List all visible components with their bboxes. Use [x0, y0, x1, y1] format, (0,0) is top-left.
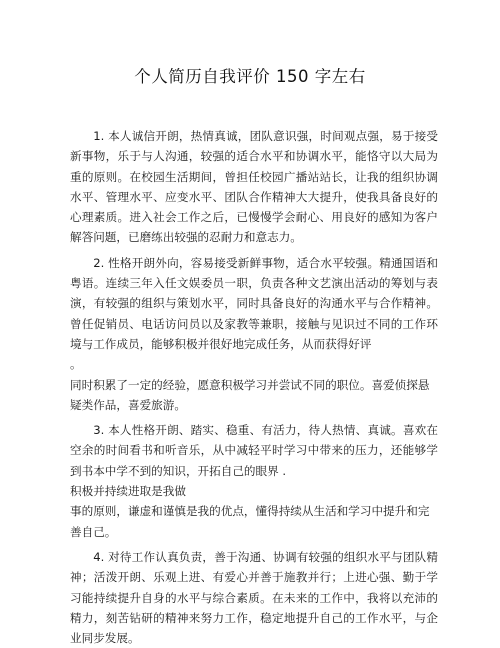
paragraph-4: 4. 对待工作认真负责，善于沟通、协调有较强的组织水平与团队精神；活泼开朗、乐观上进、有爱心并善于施教并行；上进心强、勤于学习能持续提升自身的水平与综合素质。在未来的工作中，我将以充沛的精力，刻苦钻研的精神来努力工作，稳定地提升自己的工作水平，与企业同步发展。 [70, 549, 438, 646]
document-title: 个人简历自我评价 150 字左右 [134, 67, 366, 86]
paragraph-2-end-mark: 。 [70, 357, 82, 372]
paragraph-3: 3. 本人性格开朗、踏实、稳重、有活力，待人热情、真诚。喜欢在空余的时间看书和听音乐，从中减轻平时学习中带来的压力，还能够学到书本中学不到的知识，开拓自己的眼界 . [70, 423, 438, 478]
paragraph-3-continuation: 事的原则，谦虚和谨慎是我的优点，懂得持续从生活和学习中提升和完善自己。 [70, 504, 430, 539]
document-body [70, 126, 438, 648]
paragraph-2: 2. 性格开朗外向，容易接受新鲜事物，适合水平较强。精通国语和粤语。连续三年入任文娱委员一职，负责各种文艺演出活动的筹划与表演，有较强的组织与策划水平，同时具备良好的沟通水平与合作精神。曾任促销员、电话访问员以及家教等兼职，接触与见识过不同的工作环境与工作成员，能够积极并很好地完成任务，从而获得好评 [70, 255, 438, 351]
paragraph-1: 1. 本人诚信开朗，热情真诚，团队意识强，时间观点强，易于接受新事物，乐于与人沟通，较强的适合水平和协调水平，能恪守以大局为重的原则。在校园生活期间，曾担任校园广播站站长，让我的组织协调水平、管理水平、应变水平、团队合作精神大大提升，使我具备良好的心理素质。进入社会工作之后，已慢慢学会耐心、用良好的感知为客户解答问题，已磨练出较强的忍耐力和意志力。 [70, 129, 438, 245]
paragraph-3-line: 积极并持续进取是我做 [70, 484, 186, 499]
paragraph-2-continuation: 同时积累了一定的经验，愿意积极学习并尝试不同的职位。喜爱侦探悬疑类作品，喜爱旅游。 [70, 377, 430, 412]
